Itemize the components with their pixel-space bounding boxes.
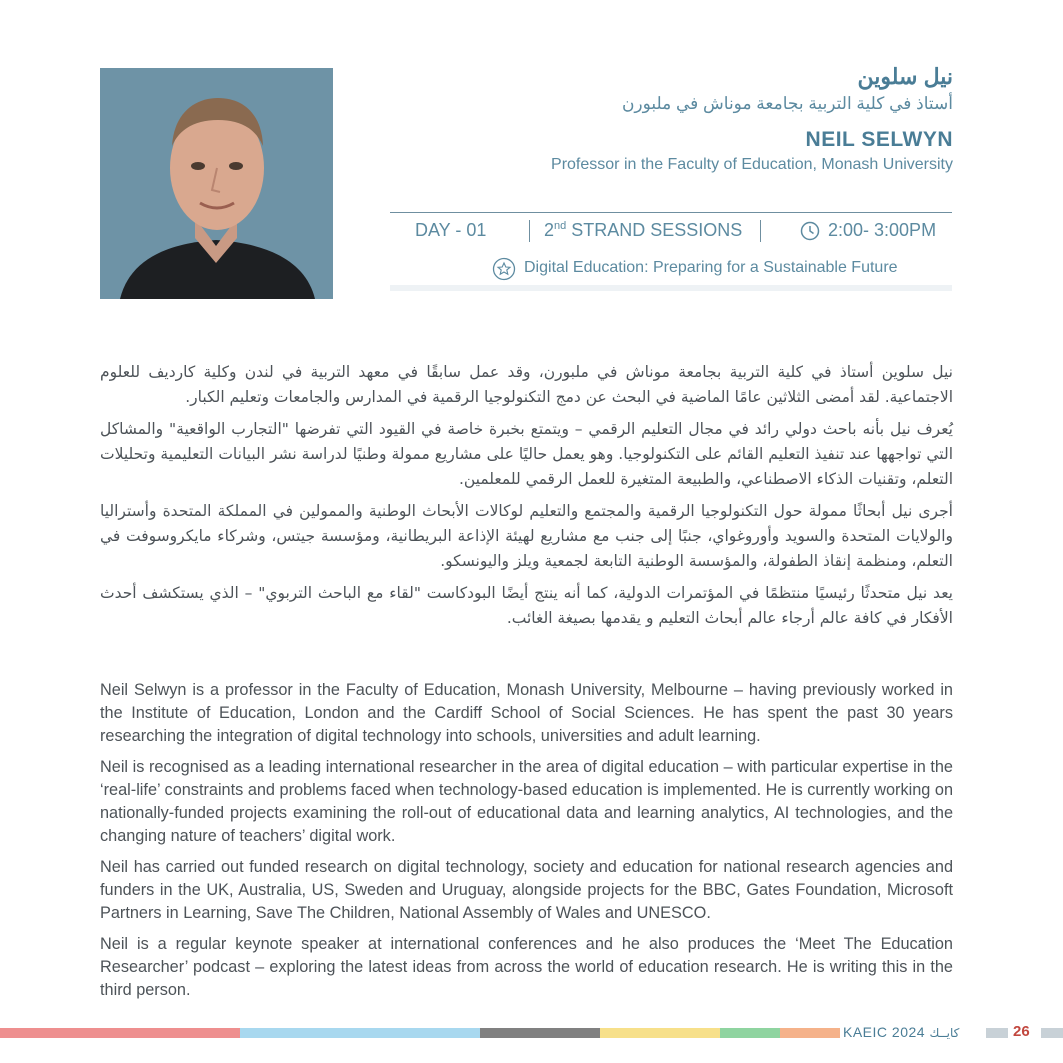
footer-bar bbox=[780, 1028, 840, 1038]
session-divider-bottom bbox=[390, 285, 952, 291]
strand-suffix: nd bbox=[554, 220, 567, 232]
bio-english-paragraph: Neil is recognised as a leading international researcher in the area of digital education – with particular expertise in the ‘real-life’ constraints and problems faced when technology-based education is implemented. He is currently working on nationally-funded projects examining the roll-out of educational data and learning analytics, AI technologies, and the changing nature of teachers’ digital work. bbox=[100, 758, 953, 845]
footer-label-english: KAEIC 2024 bbox=[843, 1024, 926, 1040]
page-number: 26 bbox=[1013, 1023, 1030, 1040]
footer-bar bbox=[0, 1028, 240, 1038]
footer-label bbox=[843, 1024, 959, 1040]
speaker-name-arabic: نيل سلوين bbox=[857, 64, 953, 89]
speaker-portrait-illustration bbox=[100, 68, 333, 299]
session-info-row bbox=[390, 218, 952, 246]
speaker-photo bbox=[100, 68, 333, 299]
bio-english-paragraph: Neil is a regular keynote speaker at international conferences and he also produces the ‘Meet The Education Researcher’ podcast – exploring the latest ideas from across the world of education research. He is writing this in the third person. bbox=[100, 935, 953, 999]
bio-english bbox=[100, 679, 953, 1010]
session-separator bbox=[760, 220, 761, 242]
footer-small-bar bbox=[1041, 1028, 1063, 1038]
footer-bar bbox=[480, 1028, 600, 1038]
footer-bar bbox=[720, 1028, 780, 1038]
bio-arabic-paragraph: أجرى نيل أبحاثًا ممولة حول التكنولوجيا الرقمية والمجتمع والتعليم لوكالات الأبحاث الوطنية والممولين في المملكة المتحدة وأستراليا والولايات المتحدة والسويد وأوروغواي، جنبًا إلى جنب مع مشاريع لهيئة الإذاعة البريطانية، ومؤسسة جيتس، وشركاء مايكروسوفت في التعلم، ومنظمة إنقاذ الطفولة، والمؤسسة الوطنية التابعة لجمعية ويلز واليونسكو. bbox=[100, 502, 953, 570]
strand-label: STRAND SESSIONS bbox=[571, 220, 743, 240]
footer-bar bbox=[240, 1028, 480, 1038]
session-topic: Digital Education: Preparing for a Sustainable Future bbox=[524, 259, 898, 276]
session-divider-top bbox=[390, 212, 952, 213]
bio-arabic bbox=[100, 360, 953, 638]
session-day: DAY - 01 bbox=[415, 220, 487, 240]
speaker-header bbox=[393, 62, 953, 176]
session-topic-row bbox=[492, 257, 952, 281]
bio-english-paragraph: Neil has carried out funded research on digital technology, society and education for national research agencies and funders in the UK, Australia, US, Sweden and Uruguay, alongside projects for the BBC, Gates Foundation, Microsoft Partners in Learning, Save The Children, National Assembly of Wales and UNESCO. bbox=[100, 858, 953, 922]
footer-label-arabic: كايــك bbox=[929, 1026, 960, 1040]
footer-small-bar bbox=[986, 1028, 1008, 1038]
speaker-title-english: Professor in the Faculty of Education, Monash University bbox=[551, 156, 953, 173]
speaker-name-english: NEIL SELWYN bbox=[805, 128, 953, 151]
star-badge-icon bbox=[492, 257, 516, 281]
footer-color-bars bbox=[0, 1028, 840, 1038]
footer-bar bbox=[600, 1028, 720, 1038]
session-time: 2:00- 3:00PM bbox=[828, 220, 937, 240]
clock-icon bbox=[800, 221, 820, 241]
bio-arabic-paragraph: يُعرف نيل بأنه باحث دولي رائد في مجال التعليم الرقمي – ويتمتع بخبرة خاصة في القيود التي تفرضها "التجارب الواقعية" والمشاكل التي تواجهها عند تنفيذ التعليم القائم على التكنولوجيا. وهو يعمل حاليًا على مشاريع ممولة وطنيًا لدراسة نشر البيانات التعليمية وتحليلات التعلم، وتقنيات الذكاء الاصطناعي، والطبيعة المتغيرة للعمل الرقمي للمعلمين. bbox=[100, 420, 953, 488]
bio-arabic-paragraph: يعد نيل متحدثًا رئيسيًا منتظمًا في المؤتمرات الدولية، كما أنه ينتج أيضًا البودكاست "لقاء مع الباحث التربوي" – الذي يستكشف أحدث الأفكار في كافة عالم أرجاء عالم أبحاث التعليم و يقدمها بصيغة الغائب. bbox=[100, 584, 953, 627]
session-strand bbox=[544, 220, 742, 241]
strand-number: 2 bbox=[544, 220, 555, 240]
session-separator bbox=[529, 220, 530, 242]
bio-arabic-paragraph: نيل سلوين أستاذ في كلية التربية بجامعة موناش في ملبورن، وقد عمل سابقًا في معهد التربية في لندن وكلية كارديف للعلوم الاجتماعية. لقد أمضى الثلاثين عامًا الماضية في البحث عن دمج التكنولوجيا الرقمية في المدارس والجامعات وتعليم الكبار. bbox=[100, 363, 953, 406]
bio-english-paragraph: Neil Selwyn is a professor in the Faculty of Education, Monash University, Melbourne – having previously worked in the Institute of Education, London and the Cardiff School of Social Sciences. He has spent the past 30 years researching the integration of digital technology into schools, universities and adult learning. bbox=[100, 681, 953, 745]
speaker-title-arabic: أستاذ في كلية التربية بجامعة موناش في ملبورن bbox=[621, 94, 953, 113]
